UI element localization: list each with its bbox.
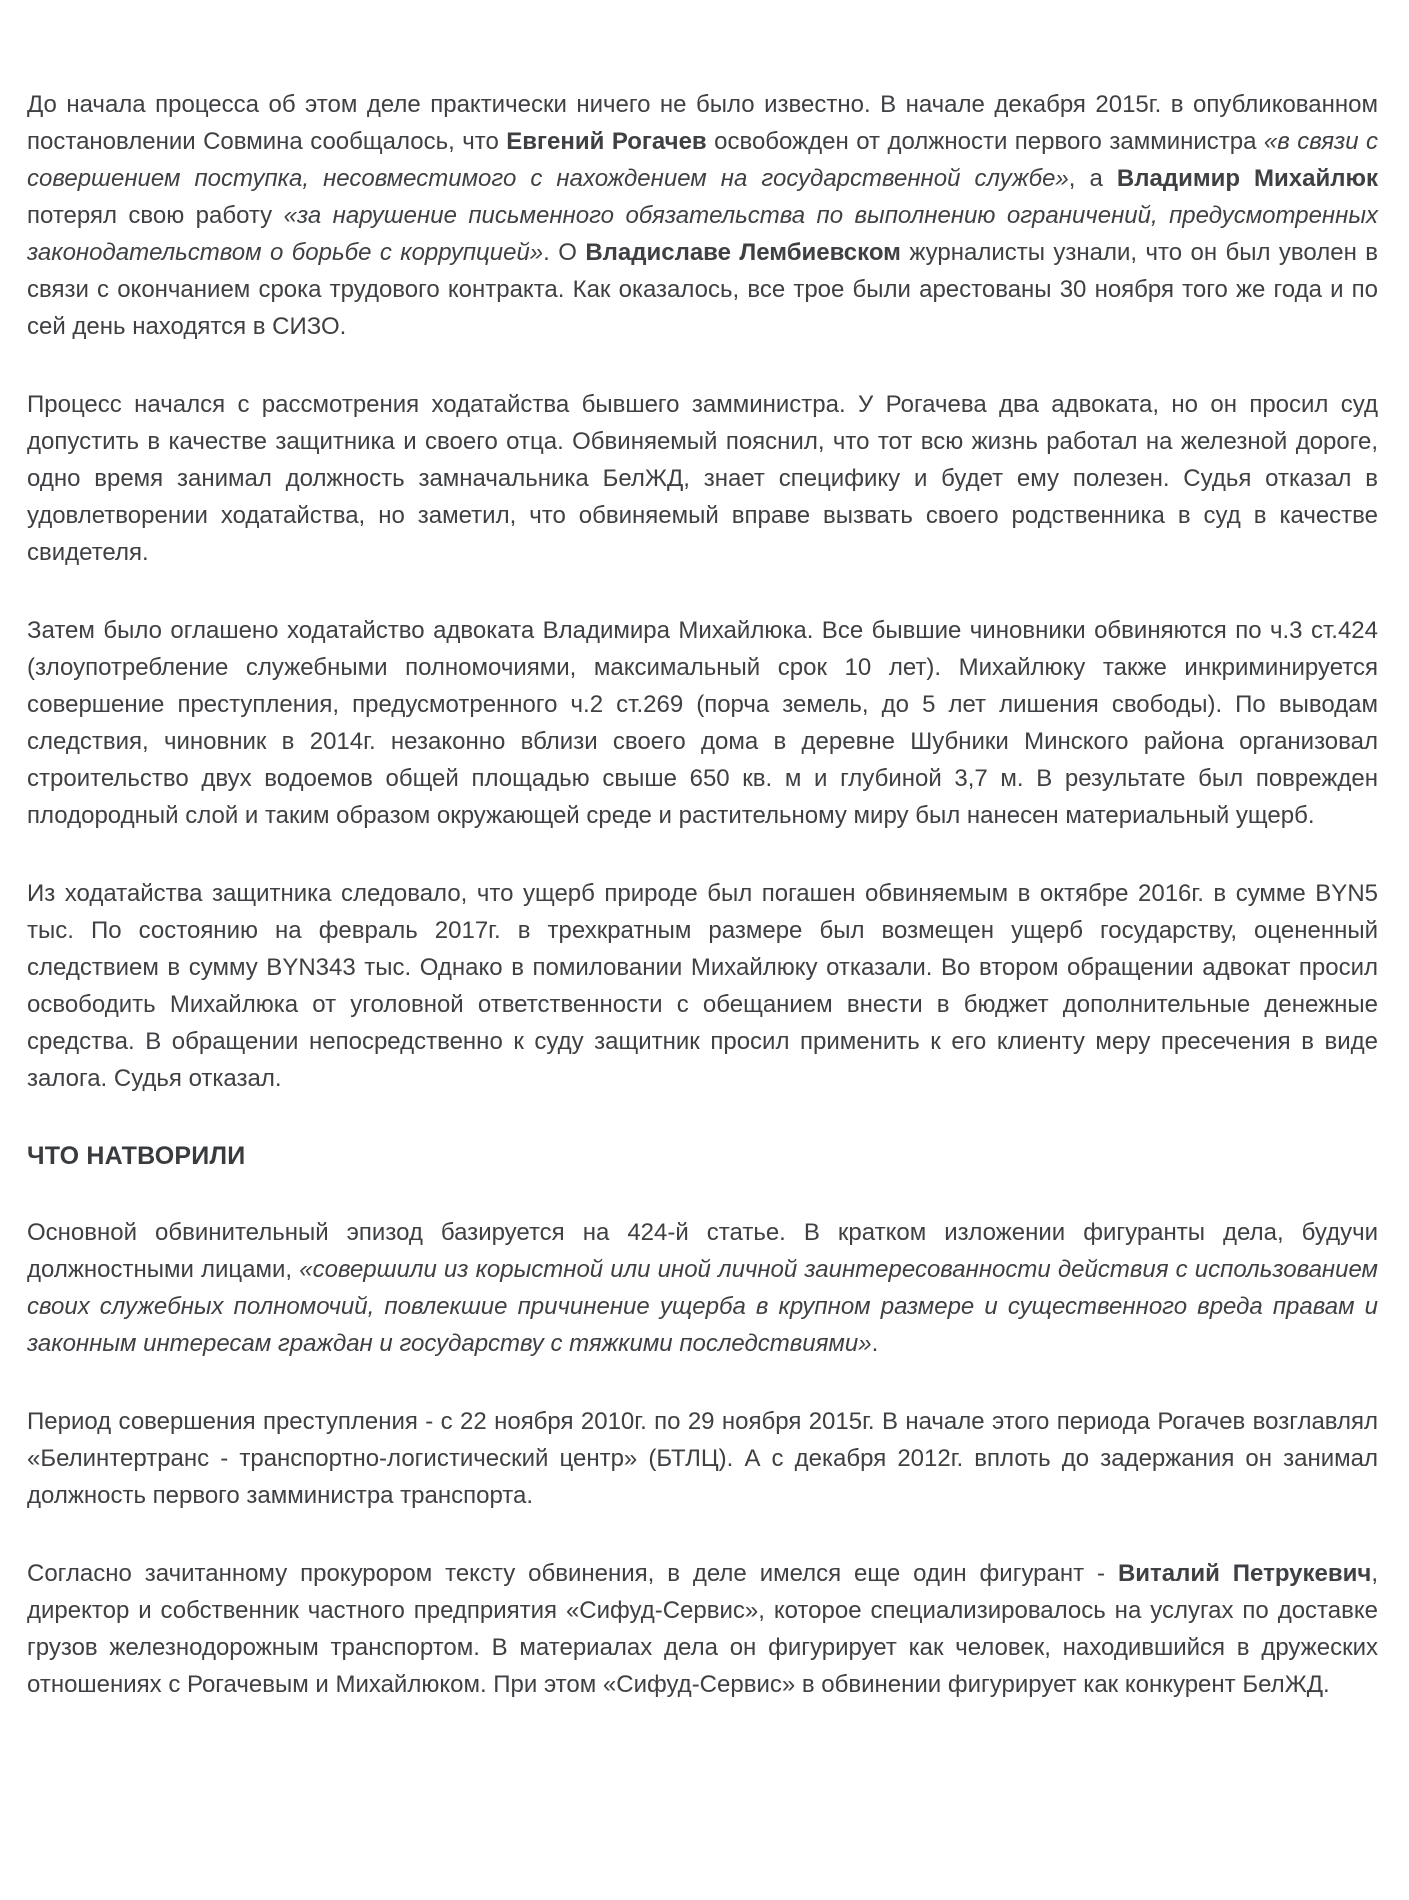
text-segment: , а (1068, 165, 1117, 192)
paragraph (27, 612, 1378, 834)
section-heading: ЧТО НАТВОРИЛИ (27, 1142, 246, 1170)
paragraph (27, 1214, 1378, 1362)
person-name-bold: Владиславе Лембиевском (585, 239, 901, 266)
text-segment: . О (543, 239, 586, 266)
quote-italic: «в связи с совершением поступка, несовместимого с нахождением на государственной службе» (27, 128, 1378, 192)
text-segment: потерял свою работу (27, 202, 284, 229)
paragraph (27, 1555, 1378, 1703)
person-name-bold: Евгений Рогачев (506, 128, 707, 155)
paragraph (27, 386, 1378, 571)
paragraph (27, 1403, 1378, 1514)
text-segment: Основной обвинительный эпизод базируется на 424-й статье. В кратком изложении фигуранты дела, будучи должностными лицами, (27, 1219, 1378, 1283)
text-segment: , директор и собственник частного предприятия «Сифуд-Сервис», которое специализировалось на услугах по доставке грузов железнодорожным транспортом. В материалах дела он фигурирует как человек, находившийся в дружеских отношениях с Рогачевым и Михайлюком. При этом «Сифуд-Сервис» в обвинении фигурирует как конкурент БелЖД. (27, 1560, 1378, 1698)
text-segment: Из ходатайства защитника следовало, что ущерб природе был погашен обвиняемым в октябре 2016г. в сумме BYN5 тыс. По состоянию на февраль 2017г. в трехкратным размере был возмещен ущерб государству, оцененный следствием в сумму BYN343 тыс. Однако в помиловании Михайлюку отказали. Во втором обращении адвокат просил освободить Михайлюка от уголовной ответственности с обещанием внести в бюджет дополнительные денежные средства. В обращении непосредственно к суду защитник просил применить к его клиенту меру пресечения в виде залога. Судья отказал. (27, 880, 1378, 1092)
text-segment: . (871, 1330, 879, 1357)
person-name-bold: Виталий Петрукевич (1117, 1560, 1372, 1587)
article-body (27, 86, 1378, 1703)
text-segment: До начала процесса об этом деле практически ничего не было известно. В начале декабря 2015г. в опубликованном постановлении Совмина сообщалось, что (27, 91, 1378, 155)
paragraph (27, 86, 1378, 345)
text-segment: Согласно зачитанному прокурором тексту обвинения, в деле имелся еще один фигурант - (27, 1560, 1118, 1587)
person-name-bold: Владимир Михайлюк (1116, 165, 1378, 192)
text-segment: журналисты узнали, что он был уволен в связи с окончанием срока трудового контракта. Как оказалось, все трое были арестованы 30 ноября того же года и по сей день находятся в СИЗО. (27, 239, 1379, 340)
text-segment: Процесс начался с рассмотрения ходатайства бывшего замминистра. У Рогачева два адвоката, но он просил суд допустить в качестве защитника и своего отца. Обвиняемый пояснил, что тот всю жизнь работал на железной дороге, одно время занимал должность замначальника БелЖД, знает специфику и будет ему полезен. Судья отказал в удовлетворении ходатайства, но заметил, что обвиняемый вправе вызвать своего родственника в суд в качестве свидетеля. (27, 391, 1378, 566)
quote-italic: «за нарушение письменного обязательства по выполнению ограничений, предусмотренных законодательством о борьбе с коррупцией» (27, 202, 1378, 266)
text-segment: освобожден от должности первого замминистра (706, 128, 1264, 155)
quote-italic: «совершили из корыстной или иной личной заинтересованности действия с использованием своих служебных полномочий, повлекшие причинение ущерба в крупном размере и существенного вреда правам и законным интересам граждан и государству с тяжкими последствиями» (27, 1256, 1378, 1357)
text-segment: Период совершения преступления - с 22 ноября 2010г. по 29 ноября 2015г. В начале этого периода Рогачев возглавлял «Белинтертранс - транспортно-логистический центр» (БТЛЦ). А с декабря 2012г. вплоть до задержания он занимал должность первого замминистра транспорта. (27, 1408, 1378, 1509)
paragraph (27, 875, 1378, 1097)
text-segment: Затем было оглашено ходатайство адвоката Владимира Михайлюка. Все бывшие чиновники обвиняются по ч.3 ст.424 (злоупотребление служебными полномочиями, максимальный срок 10 лет). Михайлюку также инкриминируется совершение преступления, предусмотренного ч.2 ст.269 (порча земель, до 5 лет лишения свободы). По выводам следствия, чиновник в 2014г. незаконно вблизи своего дома в деревне Шубники Минского района организовал строительство двух водоемов общей площадью свыше 650 кв. м и глубиной 3,7 м. В результате был поврежден плодородный слой и таким образом окружающей среде и растительному миру был нанесен материальный ущерб. (27, 617, 1378, 829)
